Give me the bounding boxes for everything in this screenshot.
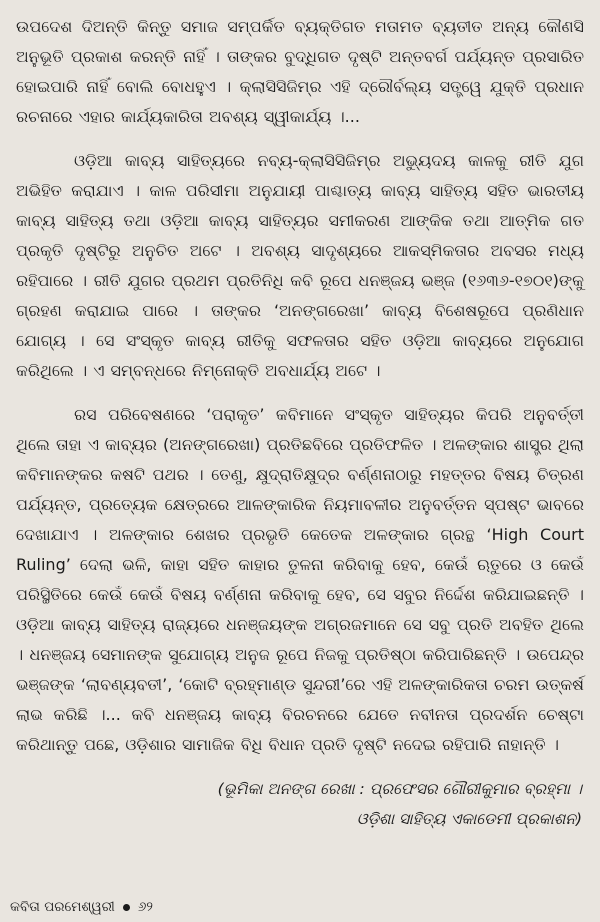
citation [16,774,584,834]
bullet-separator-icon [123,904,130,911]
citation-line-2: ଓଡ଼ିଶା ସାହିତ୍ୟ ଏକାଡେମୀ ପ୍ରକାଶନ) [356,810,582,828]
citation-line-1: (ଭୂମିକା ଅନଙ୍ଗ ରେଖା : ପ୍ରଫେସର ଗୌରୀକୁମାର ବ୍ରହ୍ମା । [217,780,582,798]
book-title: କବିତା ପରମେଶ୍ୱରୀ [10,899,115,915]
page-footer [10,898,153,916]
paragraph-2: ଓଡ଼ିଆ କାବ୍ୟ ସାହିତ୍ୟରେ ନବ୍ୟ-କ୍ଲାସିସିଜିମ୍‌ର ଅଭ୍ୟୁଦୟ କାଳକୁ ରୀତି ଯୁଗ ଅଭିହିତ କରାଯାଏ । କାଳ ପରିସୀମା ଅନୁଯାୟୀ ପାଶ୍ଚାତ୍ୟ କାବ୍ୟ ସାହିତ୍ୟ ସହିତ ଭାରତୀୟ କାବ୍ୟ ସାହିତ୍ୟ ତଥା ଓଡ଼ିଆ କାବ୍ୟ ସାହିତ୍ୟର ସମୀକରଣ ଆଙ୍କିକ ତଥା ଆତ୍ମିକ ଗତ ପ୍ରକୃତି ଦୃଷ୍ଟିରୁ ଅନୁଚିତ ଅଟେ । ଅବଶ୍ୟ ସାଦୃଶ୍ୟରେ ଆକସ୍ମିକତାର ଅବସର ମଧ୍ୟ ରହିପାରେ । ରୀତି ଯୁଗର ପ୍ରଥମ ପ୍ରତିନିଧି କବି ରୂପେ ଧନଞ୍ଜୟ ଭଞ୍ଜ (୧୬୩୬-୧୭୦୧)ଙ୍କୁ ଗ୍ରହଣ କରାଯାଇ ପାରେ । ତାଙ୍କର ‘ଅନଙ୍ଗରେଖା’ କାବ୍ୟ ବିଶେଷରୂପେ ପ୍ରଣିଧାନ ଯୋଗ୍ୟ । ସେ ସଂସ୍କୃତ କାବ୍ୟ ରୀତିକୁ ସଫଳତାର ସହିତ ଓଡ଼ିଆ କାବ୍ୟରେ ଅନୁଯୋଗ କରିଥିଲେ । ଏ ସମ୍ବନ୍ଧରେ ନିମ୍ନୋକ୍ତି ଅବଧାର୍ଯ୍ୟ ଅଟେ । [16,151,584,380]
paragraph-3: ରସ ପରିବେଷଣରେ ‘ପରାକୃତ’ କବିମାନେ ସଂସ୍କୃତ ସାହିତ୍ୟର କିପରି ଅନୁବର୍ତ୍ତୀ ଥିଲେ ତାହା ଏ କାବ୍ୟର (ଅନଙ୍ଗରେଖା) ପ୍ରତିଛବିରେ ପ୍ରତିଫଳିତ । ଅଳଙ୍କାର ଶାସ୍ତ୍ର ଥିଲା କବିମାନଙ୍କର କଷଟି ପଥର । ତେଣୁ, କ୍ଷୁଦ୍ରାତିକ୍ଷୁଦ୍ର ବର୍ଣ୍ଣନାଠାରୁ ମହତ୍ତର ବିଷୟ ଚିତ୍ରଣ ପର୍ଯ୍ୟନ୍ତ, ପ୍ରତ୍ୟେକ କ୍ଷେତ୍ରରେ ଆଳଙ୍କାରିକ ନିୟମାବଳୀର ଅନୁବର୍ତ୍ତନ ସ୍ପଷ୍ଟ ଭାବରେ ଦେଖାଯାଏ । ଅଳଙ୍କାର ଶେଖର ପ୍ରଭୃତି କେତେକ ଅଳଙ୍କାର ଗ୍ରନ୍ଥ ‘High Court Ruling’ ଦେଲା ଭଳି, କାହା ସହିତ କାହାର ତୁଳନା କରିବାକୁ ହେବ, କେଉଁ ଋତୁରେ ଓ କେଉଁ ପରିସ୍ଥିତିରେ କେଉଁ କେଉଁ ବିଷୟ ବର୍ଣ୍ଣନା କରିବାକୁ ହେବ, ସେ ସବୁର ନିର୍ଦ୍ଦେଶ କରିଯାଇଛନ୍ତି । ଓଡ଼ିଆ କାବ୍ୟ ସାହିତ୍ୟ ରାଜ୍ୟରେ ଧନଞ୍ଜୟଙ୍କ ଅଗ୍ରଜମାନେ ସେ ସବୁ ପ୍ରତି ଅବହିତ ଥିଲେ । ଧନଞ୍ଜୟ ସେମାନଙ୍କ ସୁଯୋଗ୍ୟ ଅନୁଜ ରୂପେ ନିଜକୁ ପ୍ରତିଷ୍ଠା କରିପାରିଛନ୍ତି । ଉପେନ୍ଦ୍ର ଭଞ୍ଜଙ୍କ ‘ଲାବଣ୍ୟବତୀ’, ‘କୋଟି ବ୍ରହ୍ମାଣ୍ଡ ସୁନ୍ଦରୀ’ରେ ଏହି ଅଳଙ୍କାରିକତା ଚରମ ଉତ୍କର୍ଷ ଲାଭ କରିଛି ।... କବି ଧନଞ୍ଜୟ କାବ୍ୟ ବିରଚନରେ ଯେତେ ନବୀନତା ପ୍ରଦର୍ଶନ ଚେଷ୍ଟା କରିଥାନ୍ତୁ ପଛେ, ଓଡ଼ିଶାର ସାମାଜିକ ବିଧି ବିଧାନ ପ୍ରତି ଦୃଷ୍ଟି ନଦେଇ ରହିପାରି ନାହାନ୍ତି । [16,405,584,754]
page-number: ୬୨ [137,899,154,915]
paragraph-1: ଉପଦେଶ ଦିଅନ୍ତି କିନ୍ତୁ ସମାଜ ସମ୍ପର୍କିତ ବ୍ୟକ୍ତିଗତ ମତାମତ ବ୍ୟତୀତ ଅନ୍ୟ କୌଣସି ଅନୁଭୂତି ପ୍ରକାଶ କରନ୍ତି ନାହିଁ । ତାଙ୍କର ବୁଦ୍ଧିଗତ ଦୃଷ୍ଟି ଅନ୍ତବର୍ଗ ପର୍ଯ୍ୟନ୍ତ ପ୍ରସାରିତ ହୋଇପାରି ନାହିଁ ବୋଲି ବୋଧହୁଏ । କ୍ଲାସିସିଜିମ୍‌ର ଏହି ଦ୍ରୌର୍ବଲ୍ୟ ସତ୍ତ୍ୱେ ଯୁକ୍ତି ପ୍ରଧାନ ରଚନାରେ ଏହାର କାର୍ଯ୍ୟକାରିତା ଅବଶ୍ୟ ସ୍ୱୀକାର୍ଯ୍ୟ ।... [16,17,584,126]
